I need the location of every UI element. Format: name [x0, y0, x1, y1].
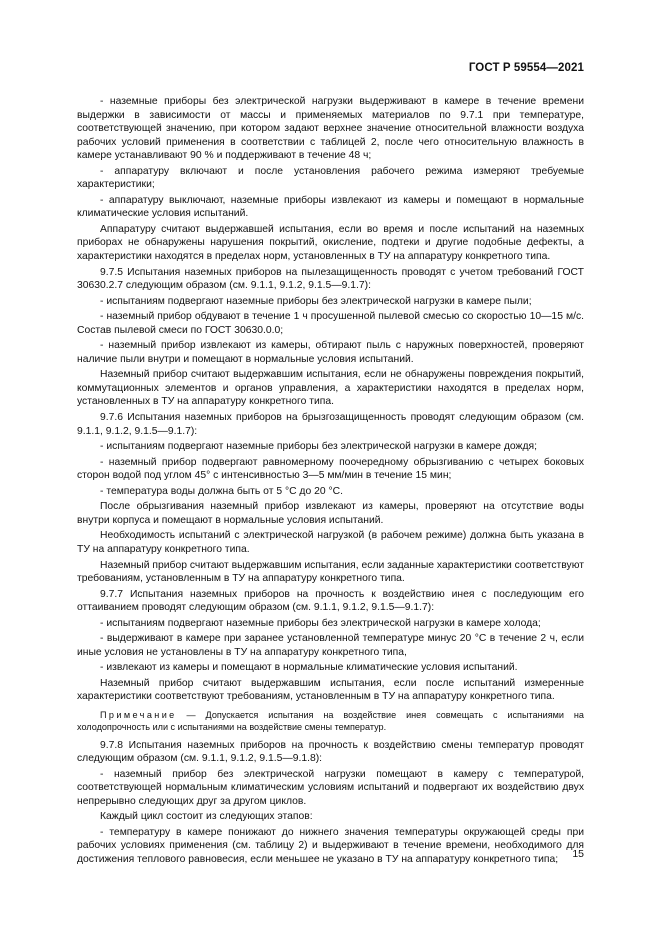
paragraph: - температура воды должна быть от 5 °С до 20 °С.: [100, 485, 343, 497]
paragraph: - испытаниям подвергают наземные приборы без электрической нагрузки в камере дождя;: [100, 441, 537, 453]
paragraph: Наземный прибор считают выдержавшим испытания, если не обнаружены повреждения покрытий, коммутационных элементов и органов управления, а характеристики находятся в пределах норм, установленных в ТУ на аппаратуру конкретного типа.: [77, 369, 584, 408]
section-9-7-5: 9.7.5 Испытания наземных приборов на пылезащищенность проводят с учетом требований ГОСТ 30630.2.7 следующим образом (см. 9.1.1, 9.1.2, 9.1.5—9.1.7):: [77, 266, 584, 292]
paragraph: - наземный прибор без электрической нагрузки помещают в камеру с температурой, соответствующей нормальным климатическим условиям испытаний и подвергают их воздействию двух непрерывно следующих друг за другом циклов.: [77, 768, 584, 807]
paragraph: - наземный прибор извлекают из камеры, обтирают пыль с наружных поверхностей, проверяют наличие пыли внутри и помещают в нормальные условия испытаний.: [77, 340, 584, 365]
paragraph: - выдерживают в камере при заранее установленной температуре минус 20 °С в течение 2 ч, если иные условия не установлены в ТУ на аппаратуру конкретного типа,: [77, 633, 584, 658]
paragraph: Наземный прибор считают выдержавшим испытания, если заданные характеристики соответствуют требованиям, установленным в ТУ на аппаратуру конкретного типа.: [77, 559, 584, 585]
section-9-7-7: 9.7.7 Испытания наземных приборов на прочность к воздействию инея с последующим его оттаиванием проводят следующим образом (см. 9.1.1, 9.1.2, 9.1.5—9.1.7):: [77, 588, 584, 614]
paragraph: - аппаратуру включают и после установления рабочего режима измеряют требуемые характеристики;: [77, 165, 584, 191]
note-label: Примечание: [100, 709, 177, 720]
paragraph: Каждый цикл состоит из следующих этапов:: [100, 811, 313, 823]
paragraph: - температуру в камере понижают до нижнего значения температуры окружающей среды при рабочих условиях применения (см. таблицу 2) и выдерживают в течение времени, необходимого для достижения теплового равновесия, если меньшее не указано в ТУ на аппаратуру конкретного типа;: [77, 826, 584, 865]
paragraph: - наземный прибор обдувают в течение 1 ч просушенной пылевой смесью со скоростью 10—15 м/с. Состав пылевой смеси по ГОСТ 30630.0.0;: [77, 311, 584, 336]
section-9-7-8: 9.7.8 Испытания наземных приборов на прочность к воздействию смены температур проводят следующим образом (см. 9.1.1, 9.1.2, 9.1.5—9.1.8):: [77, 739, 584, 765]
section-9-7-6: 9.7.6 Испытания наземных приборов на брызгозащищенность проводят следующим образом (см. 9.1.1, 9.1.2, 9.1.5—9.1.7):: [77, 412, 584, 437]
paragraph: - извлекают из камеры и помещают в нормальные климатические условия испытаний.: [100, 662, 518, 674]
standard-header: ГОСТ Р 59554—2021: [468, 62, 584, 74]
paragraph: - наземный прибор подвергают равномерному поочередному обрызгиванию с четырех боковых сторон водой под углом 45° с интенсивностью 3—5 мм/мин в течение 15 мин;: [77, 456, 584, 482]
paragraph: После обрызгивания наземный прибор извлекают из камеры, проверяют на отсутствие воды внутри корпуса и помещают в нормальные условия испытаний.: [77, 501, 584, 526]
paragraph: Аппаратуру считают выдержавшей испытания, если во время и после испытаний на наземных приборах не обнаружены нарушения покрытий, окисление, подтеки и другие подобные дефекты, а характеристики находятся в пределах норм, установленных в ТУ на аппаратуру конкретного типа.: [77, 223, 584, 263]
document-body: [77, 95, 584, 866]
paragraph: Наземный прибор считают выдержавшим испытания, если после испытаний измеренные характеристики соответствуют требованиям, установленным в ТУ на аппаратуру конкретного типа.: [77, 677, 584, 703]
paragraph: - наземные приборы без электрической нагрузки выдерживают в камере в течение времени выдержки в зависимости от массы и применяемых материалов по 9.7.1 при температуре, соответствующей значению, при котором задают верхнее значение относительной влажности воздуха рабочих условий применения в соответствии с таблицей 2, после чего относительную влажность в камере устанавливают 90 % и поддерживают в течение 48 ч;: [77, 96, 584, 162]
note: [77, 709, 584, 734]
paragraph: - аппаратуру выключают, наземные приборы извлекают из камеры и помещают в нормальные климатические условия испытаний.: [77, 194, 584, 220]
paragraph: Необходимость испытаний с электрической нагрузкой (в рабочем режиме) должна быть указана в ТУ на аппаратуру конкретного типа.: [77, 530, 584, 555]
paragraph: - испытаниям подвергают наземные приборы без электрической нагрузки в камере холода;: [100, 617, 541, 629]
page-number: 15: [572, 848, 584, 860]
note-text: — Допускается испытания на воздействие инея совмещать с испытаниями на холодопрочность или с испытаниями на воздействие смены температур.: [77, 709, 584, 733]
paragraph: - испытаниям подвергают наземные приборы без электрической нагрузки в камере пыли;: [100, 295, 532, 307]
